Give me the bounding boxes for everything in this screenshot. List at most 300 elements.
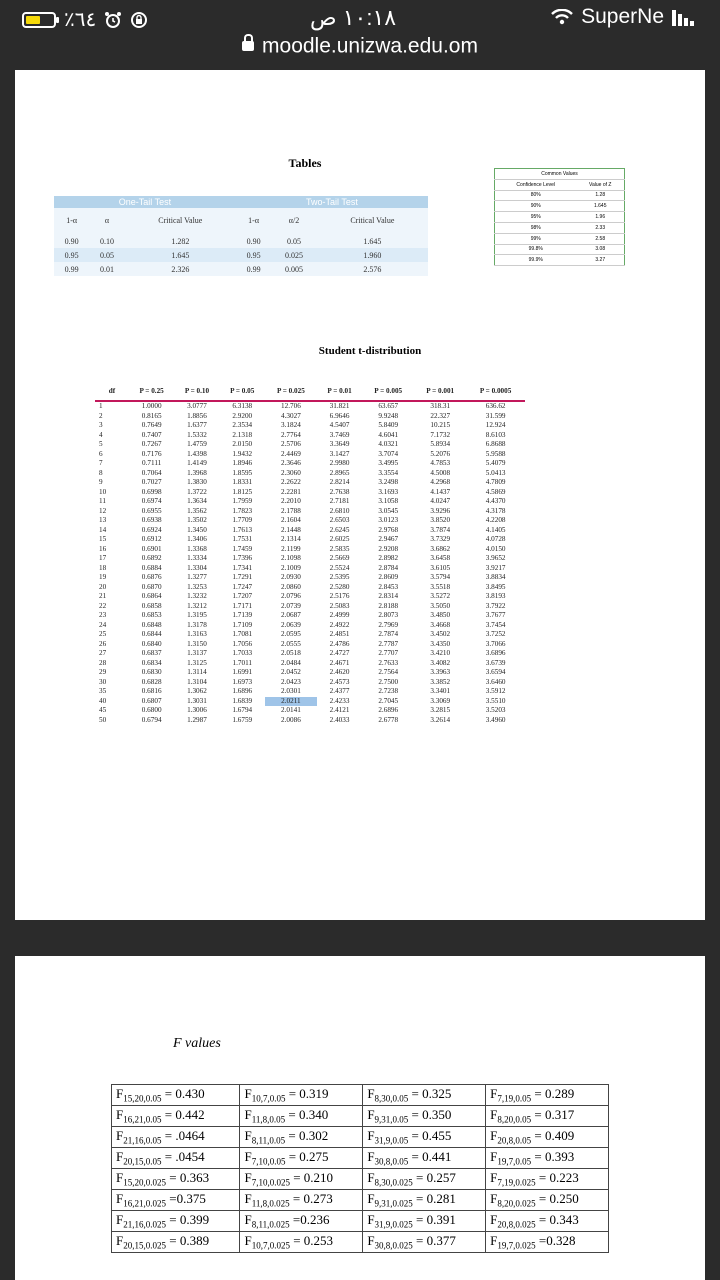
battery-icon <box>22 12 56 28</box>
f-result: = 0.399 <box>165 1212 210 1228</box>
t-column-header: P = 0.01 <box>317 381 362 401</box>
df-cell: 28 <box>99 658 107 667</box>
t-value-cell: 1.8946 <box>232 459 253 467</box>
f-result: = 0.325 <box>408 1086 452 1102</box>
t-value-cell: 0.6884 <box>141 563 162 572</box>
f-result: = 0.273 <box>289 1191 333 1207</box>
carrier-name: SuperNe <box>581 5 664 28</box>
t-value-cell: 1.2987 <box>187 715 207 724</box>
t-value-cell: 3.4960 <box>485 715 506 724</box>
t-value-cell: 0.7064 <box>141 468 162 477</box>
f-values-table <box>111 1084 609 1253</box>
common-values-title: Common Values <box>495 169 625 180</box>
f-subscript: 15,20,0.025 <box>123 1177 166 1188</box>
t-value-cell: 0.7267 <box>141 440 162 448</box>
f-value-cell <box>240 1211 363 1232</box>
t-value-cell: 2.4922 <box>329 620 350 629</box>
t-value-cell: 5.8409 <box>378 421 399 429</box>
t-column-header: P = 0.005 <box>362 381 414 401</box>
t-value-cell: 3.7252 <box>485 630 506 638</box>
df-cell: 15 <box>99 535 107 543</box>
t-value-cell: 0.6876 <box>141 573 162 581</box>
status-bar <box>0 0 720 36</box>
t-value-cell: 1.3562 <box>187 506 207 515</box>
df-cell: 7 <box>99 459 103 467</box>
t-value-cell: 2.4573 <box>329 677 350 686</box>
f-value-cell <box>240 1106 363 1127</box>
z-column-header: Critical Value <box>125 208 236 234</box>
df-cell: 20 <box>99 582 107 591</box>
t-value-cell: 1.6839 <box>232 696 253 705</box>
f-symbol: F <box>244 1191 252 1207</box>
table-row <box>95 564 525 574</box>
common-value-cell: 99% <box>495 233 577 244</box>
t-value-cell: 1.3031 <box>187 696 207 705</box>
df-cell: 8 <box>99 468 103 477</box>
t-value-cell: 2.1098 <box>281 554 301 562</box>
table-row <box>495 222 625 233</box>
t-value-cell: 2.1009 <box>281 563 301 572</box>
df-cell: 45 <box>99 706 107 714</box>
t-value-cell: 1.9432 <box>232 449 253 458</box>
t-value-cell: 0.6834 <box>141 658 162 667</box>
f-value-cell <box>112 1127 240 1148</box>
t-value-cell: 2.0860 <box>281 582 301 591</box>
table-row <box>95 592 525 602</box>
f-result: = 0.441 <box>408 1149 452 1165</box>
t-value-cell: 3.5794 <box>430 573 451 581</box>
t-value-cell: 4.5008 <box>430 468 451 477</box>
table-row <box>112 1148 609 1169</box>
f-symbol: F <box>244 1170 252 1186</box>
f-symbol: F <box>244 1128 252 1144</box>
table-row <box>95 554 525 564</box>
f-subscript: 9,31,0.025 <box>374 1198 413 1209</box>
z-cell: 1.645 <box>317 234 428 248</box>
f-subscript: 20,8,0.05 <box>497 1135 532 1146</box>
t-value-cell: 1.3212 <box>187 601 207 610</box>
f-symbol: F <box>367 1086 375 1102</box>
t-value-cell: 2.0141 <box>281 706 301 714</box>
df-cell: 40 <box>99 696 107 705</box>
t-value-cell: 3.7329 <box>430 535 451 543</box>
t-value-cell: 4.3178 <box>485 506 506 515</box>
t-value-cell: 5.2076 <box>430 449 451 458</box>
t-value-cell: 3.4082 <box>430 658 451 667</box>
f-symbol: F <box>116 1191 124 1207</box>
common-value-cell: 1.28 <box>576 190 624 201</box>
common-value-cell: 95% <box>495 212 577 223</box>
t-value-cell: 2.8214 <box>329 478 350 486</box>
f-result: = 0.409 <box>531 1128 575 1144</box>
f-result: = 0.257 <box>412 1170 456 1186</box>
f-value-cell <box>112 1190 240 1211</box>
t-value-cell: 1.4398 <box>187 449 207 458</box>
t-value-cell: 2.5176 <box>329 592 350 600</box>
f-value-cell <box>240 1085 363 1106</box>
z-cell: 0.95 <box>54 248 89 262</box>
table-row <box>495 190 625 201</box>
t-value-cell: 3.0777 <box>187 402 207 410</box>
t-value-cell: 0.6800 <box>141 706 162 714</box>
t-value-cell: 22.327 <box>430 411 451 420</box>
t-value-cell: 3.4995 <box>378 459 399 467</box>
table-row <box>95 678 525 688</box>
f-symbol: F <box>116 1149 124 1165</box>
clock: ١٠:١٨ ص <box>310 5 397 30</box>
t-value-cell: 0.6924 <box>141 525 162 534</box>
alarm-icon <box>104 11 122 29</box>
f-subscript: 31,9,0.05 <box>374 1135 409 1146</box>
t-value-cell: 1.7531 <box>232 535 253 543</box>
f-value-cell <box>112 1169 240 1190</box>
f-value-cell <box>363 1232 486 1253</box>
t-value-cell: 2.7874 <box>378 630 399 638</box>
t-column-header: P = 0.10 <box>174 381 219 401</box>
t-value-cell: 4.1437 <box>430 487 451 496</box>
table-row <box>95 401 525 412</box>
t-value-cell: 1.7396 <box>232 554 253 562</box>
t-value-cell: 2.6025 <box>329 535 350 543</box>
t-column-header: P = 0.0005 <box>466 381 525 401</box>
t-value-cell: 1.3137 <box>187 649 207 657</box>
t-value-cell: 1.3114 <box>187 668 207 676</box>
confidence-level-header: Confidence Level <box>495 179 577 190</box>
t-value-cell: 1.6377 <box>187 421 207 429</box>
df-cell: 18 <box>99 563 107 572</box>
f-subscript: 19,7,0.025 <box>497 1240 536 1251</box>
table-row <box>95 497 525 507</box>
t-value-cell: 2.0639 <box>281 620 301 629</box>
f-subscript: 21,16,0.025 <box>123 1219 166 1230</box>
f-result: = 0.391 <box>412 1212 456 1228</box>
t-value-cell: 1.3195 <box>187 611 207 619</box>
table-row <box>95 526 525 536</box>
table-row <box>95 687 525 697</box>
t-value-cell: 2.0086 <box>281 715 301 724</box>
table-row <box>95 649 525 659</box>
signal-icon <box>672 8 696 26</box>
f-symbol: F <box>490 1170 498 1186</box>
t-value-cell: 0.6853 <box>141 611 162 619</box>
f-result: = 0.363 <box>165 1170 210 1186</box>
df-cell: 13 <box>99 516 107 524</box>
t-value-cell: 1.6991 <box>232 668 253 676</box>
t-value-cell: 2.7969 <box>378 620 399 629</box>
common-value-cell: 99.9% <box>495 255 577 266</box>
f-symbol: F <box>244 1212 252 1228</box>
table-row <box>112 1106 609 1127</box>
table-row <box>112 1211 609 1232</box>
t-value-cell: 1.3968 <box>187 468 207 477</box>
t-value-cell: 5.8934 <box>430 440 451 448</box>
table-row <box>112 1232 609 1253</box>
f-value-cell <box>486 1106 609 1127</box>
rotation-lock-icon <box>130 11 148 29</box>
f-result: = 0.377 <box>412 1233 456 1249</box>
t-value-cell: 12.924 <box>485 421 506 429</box>
t-value-cell: 636.62 <box>485 402 506 410</box>
f-symbol: F <box>116 1086 124 1102</box>
t-value-cell: 0.6837 <box>141 649 162 657</box>
table-row <box>95 573 525 583</box>
f-result: = 0.455 <box>408 1128 452 1144</box>
df-cell: 12 <box>99 506 107 515</box>
t-value-cell: 0.6912 <box>141 535 162 543</box>
f-result: = 0.250 <box>535 1191 579 1207</box>
t-value-cell: 2.1199 <box>281 544 301 553</box>
t-value-cell: 2.9467 <box>378 535 399 543</box>
z-cell: 0.01 <box>89 262 124 276</box>
t-value-cell: 318.31 <box>430 402 451 410</box>
t-distribution-title: Student t-distribution <box>318 345 422 357</box>
f-symbol: F <box>244 1086 252 1102</box>
t-value-cell: 1.7171 <box>232 601 253 610</box>
t-value-cell: 3.1824 <box>281 421 301 429</box>
t-value-cell: 1.7139 <box>232 611 253 619</box>
url-text[interactable]: moodle.unizwa.edu.om <box>262 34 478 58</box>
t-value-cell: 5.9588 <box>485 449 506 458</box>
t-value-cell: 1.3178 <box>187 620 207 629</box>
t-value-cell: 2.1604 <box>281 516 301 524</box>
f-symbol: F <box>116 1107 124 1123</box>
t-value-cell: 3.7874 <box>430 525 451 534</box>
common-value-cell: 90% <box>495 201 577 212</box>
t-value-cell: 3.0123 <box>378 516 399 524</box>
t-value-cell: 4.5407 <box>329 421 350 429</box>
t-value-cell: 2.9200 <box>232 411 253 420</box>
t-value-cell: 5.0413 <box>485 468 506 477</box>
t-value-cell: 2.4999 <box>329 611 350 619</box>
f-symbol: F <box>244 1107 252 1123</box>
df-cell: 6 <box>99 449 103 458</box>
t-value-cell: 1.7033 <box>232 649 253 657</box>
table-row <box>95 478 525 488</box>
t-value-cell: 0.6901 <box>141 544 162 553</box>
t-value-cell: 3.3401 <box>430 687 451 695</box>
f-subscript: 10,7,0.025 <box>251 1240 290 1251</box>
f-symbol: F <box>490 1086 498 1102</box>
t-value-cell: 3.4668 <box>430 620 451 629</box>
t-value-cell: 4.2208 <box>485 516 506 524</box>
table-row <box>95 621 525 631</box>
t-value-cell: 3.7922 <box>485 601 506 610</box>
t-value-cell: 2.7181 <box>329 497 350 505</box>
t-value-cell: 2.6896 <box>378 706 399 714</box>
t-value-cell: 2.0518 <box>281 649 301 657</box>
f-value-cell <box>486 1148 609 1169</box>
two-tail-header: Two-Tail Test <box>236 196 428 208</box>
t-column-header: P = 0.25 <box>129 381 174 401</box>
df-cell: 9 <box>99 478 103 486</box>
address-bar[interactable] <box>0 34 720 70</box>
document-page-2 <box>15 956 705 1280</box>
t-value-cell: 2.2622 <box>281 478 301 486</box>
t-value-cell: 3.7677 <box>485 611 506 619</box>
f-subscript: 11,8,0.05 <box>251 1114 286 1125</box>
f-value-cell <box>112 1232 240 1253</box>
z-cell: 2.326 <box>125 262 236 276</box>
t-value-cell: 1.3277 <box>187 573 207 581</box>
t-value-cell: 8.6103 <box>485 430 506 439</box>
f-value-cell <box>112 1106 240 1127</box>
f-result: =0.236 <box>289 1212 330 1228</box>
t-value-cell: 1.8595 <box>232 468 253 477</box>
t-value-cell: 0.7407 <box>141 430 162 439</box>
t-value-cell: 3.8193 <box>485 592 506 600</box>
f-value-cell <box>486 1127 609 1148</box>
df-cell: 4 <box>99 430 103 439</box>
t-value-cell: 3.8520 <box>430 516 451 524</box>
f-subscript: 8,30,0.05 <box>374 1093 409 1104</box>
t-distribution-table <box>95 381 525 725</box>
t-value-cell: 7.1732 <box>430 430 451 439</box>
t-value-cell: 0.6858 <box>141 601 162 610</box>
t-value-cell: 4.7809 <box>485 478 506 486</box>
df-cell: 27 <box>99 649 107 657</box>
t-value-cell: 2.5835 <box>329 544 350 553</box>
t-value-cell: 4.0247 <box>430 497 451 505</box>
f-result: = .0454 <box>161 1149 205 1165</box>
table-row <box>95 507 525 517</box>
f-values-title: F values <box>173 1036 221 1051</box>
t-value-cell: 0.7111 <box>142 459 162 467</box>
t-value-cell: 1.3406 <box>187 535 207 543</box>
f-result: = 0.281 <box>412 1191 456 1207</box>
df-cell: 14 <box>99 525 107 534</box>
t-column-header: P = 0.025 <box>265 381 317 401</box>
table-row <box>495 244 625 255</box>
t-value-cell: 2.4233 <box>329 696 350 705</box>
df-cell: 19 <box>99 573 107 581</box>
f-symbol: F <box>116 1170 124 1186</box>
df-cell: 24 <box>99 620 107 629</box>
t-value-cell: 2.8965 <box>329 468 350 477</box>
f-result: = 0.350 <box>408 1107 452 1123</box>
t-value-cell: 0.6816 <box>141 687 162 695</box>
z-cell: 1.645 <box>125 248 236 262</box>
table-row <box>112 1127 609 1148</box>
t-value-cell: 3.9296 <box>430 506 451 515</box>
t-value-cell: 1.3334 <box>187 554 207 562</box>
t-value-cell: 2.2281 <box>281 487 301 496</box>
table-row <box>95 716 525 726</box>
z-column-header: 1-α <box>236 208 271 234</box>
t-value-cell: 63.657 <box>378 402 399 410</box>
t-value-cell: 0.6844 <box>141 630 162 638</box>
t-value-cell: 1.7247 <box>232 582 253 591</box>
t-value-cell: 6.3138 <box>232 402 253 410</box>
t-value-cell: 0.6998 <box>141 487 162 496</box>
t-value-cell: 1.7291 <box>232 573 253 581</box>
t-value-cell: 3.7469 <box>329 430 350 439</box>
t-value-cell: 2.7633 <box>378 658 399 667</box>
f-symbol: F <box>490 1149 498 1165</box>
z-column-header: Critical Value <box>317 208 428 234</box>
z-cell: 0.025 <box>271 248 316 262</box>
z-cell: 1.282 <box>125 234 236 248</box>
f-symbol: F <box>490 1128 498 1144</box>
t-value-cell: 1.5332 <box>187 430 207 439</box>
t-value-cell: 2.9208 <box>378 544 399 553</box>
t-value-cell: 1.7459 <box>232 544 253 553</box>
z-cell: 1.960 <box>317 248 428 262</box>
t-value-cell: 2.3646 <box>281 459 301 467</box>
z-cell: 0.05 <box>89 248 124 262</box>
t-value-cell: 2.5524 <box>329 563 350 572</box>
f-subscript: 20,8,0.025 <box>497 1219 536 1230</box>
t-value-cell: 2.8314 <box>378 592 399 600</box>
table-row <box>95 611 525 621</box>
f-subscript: 10,7,0.05 <box>251 1093 286 1104</box>
f-symbol: F <box>490 1191 498 1207</box>
one-tail-header: One-Tail Test <box>54 196 236 208</box>
t-value-cell: 2.4851 <box>329 630 350 638</box>
t-value-cell: 0.6848 <box>141 620 162 629</box>
z-column-header: 1-α <box>54 208 89 234</box>
f-result: = 0.223 <box>535 1170 579 1186</box>
table-row <box>95 459 525 469</box>
f-subscript: 15,20,0.05 <box>123 1093 162 1104</box>
z-cell: 0.99 <box>236 262 271 276</box>
t-value-cell: 0.6955 <box>141 506 162 515</box>
f-subscript: 9,31,0.05 <box>374 1114 409 1125</box>
table-row <box>95 659 525 669</box>
t-value-cell: 2.9980 <box>329 459 350 467</box>
t-value-cell: 1.3502 <box>187 516 207 524</box>
f-result: = 0.275 <box>285 1149 329 1165</box>
f-symbol: F <box>367 1128 375 1144</box>
f-subscript: 30,8,0.05 <box>374 1156 409 1167</box>
f-subscript: 8,11,0.025 <box>251 1219 290 1230</box>
f-subscript: 20,15,0.025 <box>123 1240 166 1251</box>
f-value-cell <box>363 1148 486 1169</box>
f-subscript: 8,20,0.05 <box>497 1114 532 1125</box>
t-value-cell: 1.3634 <box>187 497 207 505</box>
t-value-cell: 1.3006 <box>187 706 207 714</box>
t-value-cell: 3.3963 <box>430 668 451 676</box>
t-value-cell: 3.8495 <box>485 582 506 591</box>
t-value-cell: 2.7707 <box>378 649 399 657</box>
t-value-cell: 1.3253 <box>187 582 207 591</box>
t-value-cell: 2.0484 <box>281 658 301 667</box>
table-row <box>95 535 525 545</box>
t-value-cell: 2.0150 <box>232 440 253 448</box>
t-value-cell: 4.1405 <box>485 525 506 534</box>
t-value-cell: 2.6810 <box>329 506 350 515</box>
t-value-cell: 1.6896 <box>232 687 253 695</box>
df-cell: 29 <box>99 668 107 676</box>
f-value-cell <box>486 1211 609 1232</box>
df-cell: 16 <box>99 544 107 553</box>
t-value-cell: 1.7823 <box>232 506 253 515</box>
t-value-cell: 4.0728 <box>485 535 506 543</box>
t-value-cell: 2.1448 <box>281 525 301 534</box>
f-result: = 0.210 <box>289 1170 334 1186</box>
t-value-cell: 3.3069 <box>430 696 451 705</box>
f-value-cell <box>486 1085 609 1106</box>
t-value-cell: 2.0301 <box>281 687 301 695</box>
f-result: = 0.289 <box>531 1086 575 1102</box>
document-page-1 <box>15 70 705 920</box>
f-value-cell <box>112 1211 240 1232</box>
table-row <box>95 412 525 422</box>
t-value-cell: 0.7176 <box>141 449 162 458</box>
t-value-cell: 2.5669 <box>329 554 350 562</box>
t-value-cell: 3.8834 <box>485 573 506 581</box>
t-value-cell: 2.1788 <box>281 506 301 515</box>
f-result: =0.375 <box>165 1191 206 1207</box>
